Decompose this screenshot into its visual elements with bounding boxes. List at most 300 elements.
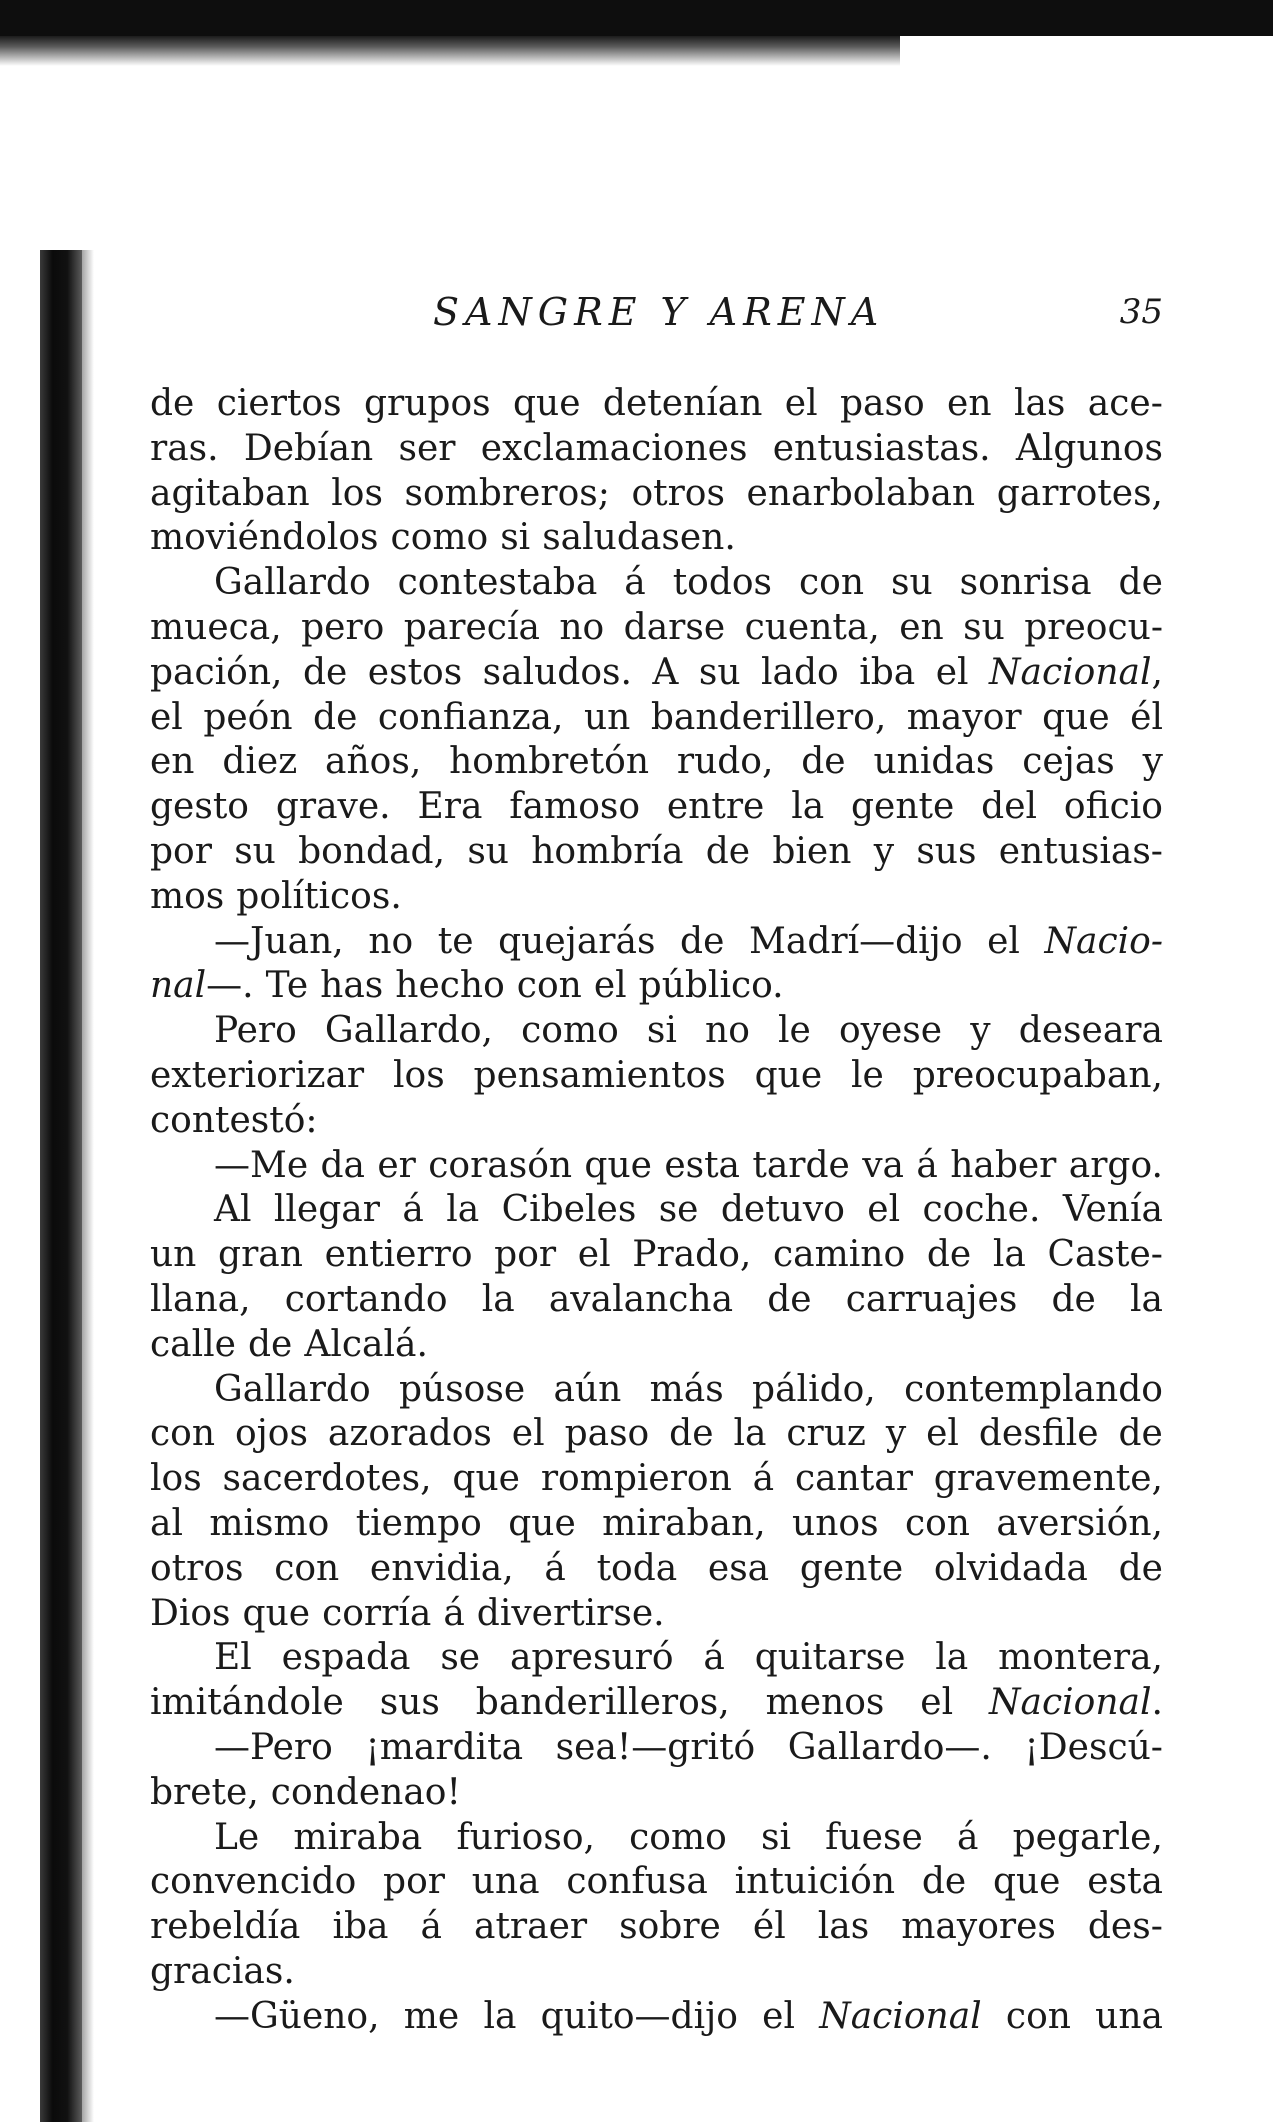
word: coche. (922, 1189, 1041, 1231)
word: la (791, 786, 825, 828)
word: como (521, 1010, 619, 1052)
word: —Me (214, 1144, 309, 1186)
word: pero (301, 606, 385, 648)
word: aversión, (996, 1502, 1163, 1544)
scan-top-border (0, 0, 1273, 36)
word: mos (150, 875, 225, 917)
word: paso (840, 383, 925, 424)
text-line (150, 1457, 1163, 1502)
word: de (669, 1413, 714, 1455)
word: oficio (1063, 786, 1163, 828)
word: se (658, 1189, 699, 1231)
word: atraer (474, 1906, 588, 1948)
word: Nacional, (989, 651, 1163, 693)
word: tiempo (355, 1502, 482, 1544)
word: va (862, 1144, 905, 1186)
word: estos (367, 651, 463, 693)
word: miraba (293, 1816, 423, 1858)
text-line (150, 472, 1163, 517)
text-line (150, 1368, 1163, 1413)
word: olvidada (933, 1547, 1088, 1589)
word: su (234, 830, 276, 872)
word: quitarse (754, 1637, 906, 1679)
text-line (150, 1905, 1163, 1950)
word: contemplando (904, 1368, 1163, 1410)
word: haber (950, 1144, 1057, 1186)
word: si (500, 517, 531, 559)
word: en (899, 606, 944, 648)
word: con (516, 965, 582, 1007)
word: A (652, 651, 679, 693)
word: menos (765, 1682, 885, 1724)
word: cuenta, (744, 606, 880, 648)
word: de (926, 1234, 972, 1276)
word: Cibeles (501, 1189, 637, 1231)
word: apresuró (509, 1637, 674, 1679)
word: que (508, 1502, 576, 1544)
text-line (150, 1592, 1163, 1637)
word: de (767, 1278, 812, 1320)
word: camino (773, 1234, 906, 1276)
word: que (512, 383, 581, 424)
text-line (150, 1278, 1163, 1323)
word: —Pero (214, 1726, 333, 1768)
word: preocu- (1024, 606, 1163, 648)
word: rompieron (540, 1458, 732, 1500)
word: por (494, 1234, 557, 1276)
word: paso (564, 1413, 650, 1455)
word: púsose (398, 1368, 526, 1410)
text-line (150, 1726, 1163, 1771)
word: Gallardo, (324, 1010, 494, 1052)
word: convencido (150, 1861, 357, 1903)
word: avalancha (548, 1278, 734, 1320)
word: carruajes (845, 1278, 1018, 1320)
word: á (420, 1906, 442, 1948)
word: por (150, 830, 212, 872)
text-line (150, 1323, 1163, 1368)
word: detenían (602, 383, 763, 424)
word: argo. (1068, 1144, 1163, 1186)
word: su (467, 830, 509, 872)
word: furioso, (456, 1816, 595, 1858)
word: si (646, 1010, 677, 1052)
word: contestó: (150, 1099, 318, 1141)
word: pegarle, (1012, 1816, 1163, 1858)
word: fuese (825, 1816, 923, 1858)
scan-top-shadow (0, 36, 900, 66)
word: Dios (150, 1592, 231, 1634)
word: quito—dijo (540, 1995, 738, 2037)
word: esta (1087, 1861, 1163, 1903)
word: garrotes, (996, 472, 1163, 514)
text-line (150, 1099, 1163, 1144)
word: er (377, 1144, 416, 1186)
word: á (916, 1144, 938, 1186)
word: á (443, 1592, 465, 1634)
page-number: 35 (1119, 292, 1163, 332)
word: como (390, 517, 489, 559)
word: nal—. (150, 965, 254, 1007)
word: esa (707, 1547, 770, 1589)
text-line (150, 1009, 1163, 1054)
word: un (150, 1234, 197, 1276)
word: con (798, 562, 865, 604)
word: la (446, 1189, 480, 1231)
word: del (981, 786, 1038, 828)
body-text (150, 382, 1163, 2039)
word: parecía (403, 606, 540, 648)
word: llana, (150, 1278, 251, 1320)
word: le (851, 1054, 884, 1096)
word: diez (222, 741, 298, 783)
word: ¡Descú- (1024, 1726, 1163, 1768)
word: deseara (1018, 1010, 1163, 1052)
word: se (440, 1637, 481, 1679)
word: en (150, 741, 195, 783)
word: tarde (752, 1144, 850, 1186)
word: no (559, 606, 605, 648)
word: y (873, 830, 895, 872)
word: el (577, 1234, 611, 1276)
word: otros (150, 1547, 244, 1589)
word: confusa (566, 1861, 708, 1903)
word: público. (638, 965, 784, 1007)
word: que (584, 1144, 652, 1186)
word: entusias- (998, 830, 1163, 872)
word: peón (203, 696, 293, 738)
text-line (150, 740, 1163, 785)
word: moviéndolos (150, 517, 379, 559)
word: á (703, 1637, 725, 1679)
word: banderilleros, (475, 1682, 730, 1724)
word: una (471, 1861, 540, 1903)
word: años, (325, 741, 422, 783)
word: el (926, 1413, 959, 1455)
word: banderillero, (650, 696, 887, 738)
text-line (150, 516, 1163, 561)
word: no (705, 1010, 750, 1052)
word: que (992, 1861, 1061, 1903)
word: de (680, 920, 725, 962)
word: oyese (838, 1010, 943, 1052)
word: con (274, 1547, 340, 1589)
word: —Juan, (214, 920, 344, 962)
word: ace- (1087, 383, 1163, 424)
word: Gallardo (214, 562, 371, 604)
word: como (629, 1816, 727, 1858)
word: rebeldía (150, 1906, 301, 1948)
word: de (1118, 1413, 1163, 1455)
word: grave. (275, 786, 391, 828)
text-line (150, 875, 1163, 920)
word: sombreros; (404, 472, 610, 514)
word: ¡mardita (365, 1726, 524, 1768)
word: entre (666, 786, 765, 828)
word: la (1129, 1278, 1163, 1320)
word: que (452, 1458, 520, 1500)
text-line (150, 606, 1163, 651)
word: sea!—gritó (555, 1726, 756, 1768)
word: iba (332, 1906, 389, 1948)
word: desfile (978, 1413, 1099, 1455)
text-line (150, 1188, 1163, 1233)
word: gente (799, 1547, 904, 1589)
text-line (150, 1054, 1163, 1099)
word: él (1130, 696, 1163, 738)
text-line (150, 830, 1163, 875)
word: con (1005, 1995, 1071, 2037)
word: el (511, 1413, 545, 1455)
word: Te (265, 965, 309, 1007)
word: y (1142, 741, 1163, 783)
word: gravemente, (933, 1458, 1163, 1500)
word: mueca, (150, 606, 282, 648)
word: Era (417, 786, 483, 828)
word: el (762, 1995, 795, 2037)
word: El (214, 1637, 252, 1679)
word: de (247, 1323, 293, 1365)
word: de (150, 383, 195, 424)
word: gesto (150, 786, 249, 828)
word: mayores (901, 1906, 1056, 1948)
running-title: SANGRE Y ARENA (433, 290, 885, 334)
word: que (1042, 696, 1110, 738)
word: que (242, 1592, 311, 1634)
word: la (483, 1995, 517, 2037)
text-line (150, 1412, 1163, 1457)
text-line (150, 785, 1163, 830)
word: una (1095, 1995, 1163, 2037)
word: iba (859, 651, 916, 693)
word: gran (218, 1234, 303, 1276)
word: los (393, 1054, 445, 1096)
word: grupos (363, 383, 491, 424)
text-line (150, 964, 1163, 1009)
text-line (150, 1233, 1163, 1278)
word: espada (281, 1637, 411, 1679)
word: Gallardo—. (787, 1726, 992, 1768)
word: saludos. (482, 651, 632, 693)
word: ser (398, 427, 456, 469)
word: Le (214, 1816, 260, 1858)
word: —Güeno, (214, 1995, 380, 2037)
word: has (320, 965, 384, 1007)
word: envidia, (369, 1547, 514, 1589)
word: Venía (1062, 1189, 1163, 1231)
word: enarbolaban (746, 472, 976, 514)
word: Alcalá. (304, 1323, 428, 1365)
word: el (593, 965, 627, 1007)
word: sus (916, 830, 977, 872)
word: detuvo (720, 1189, 845, 1231)
word: exteriorizar (150, 1054, 365, 1096)
word: pación, (150, 651, 283, 693)
word: saludasen. (542, 517, 736, 559)
word: cejas (1022, 741, 1115, 783)
running-head (150, 288, 1163, 336)
word: sobre (619, 1906, 721, 1948)
word: Caste- (1047, 1234, 1163, 1276)
word: ras. (150, 427, 219, 469)
word: el (150, 696, 183, 738)
word: todos (672, 562, 773, 604)
word: llegar (273, 1189, 380, 1231)
word: hombretón (449, 741, 650, 783)
word: y (970, 1010, 991, 1052)
word: calle (150, 1323, 236, 1365)
word: su (890, 562, 933, 604)
word: de (921, 1861, 967, 1903)
word: esta (664, 1144, 741, 1186)
word: el (935, 651, 969, 693)
scan-binding-shadow (82, 250, 94, 2122)
word: Madrí—dijo (749, 920, 963, 962)
word: las (817, 1906, 870, 1948)
word: ciertos (216, 383, 342, 424)
text-line (150, 1816, 1163, 1861)
word: á (544, 1547, 566, 1589)
word: á (402, 1189, 424, 1231)
text-line (150, 1950, 1163, 1995)
word: cantar (794, 1458, 913, 1500)
word: de (1118, 562, 1163, 604)
word: de (801, 741, 846, 783)
word: corasón (428, 1144, 573, 1186)
word: imitándole (150, 1682, 344, 1724)
word: contestaba (397, 562, 598, 604)
word: aún (553, 1368, 622, 1410)
word: en (947, 383, 992, 424)
word: unidas (873, 741, 995, 783)
text-line (150, 1547, 1163, 1592)
word: montera, (998, 1637, 1163, 1679)
word: de (1118, 1547, 1163, 1589)
word: Al (214, 1189, 252, 1231)
text-line (150, 920, 1163, 965)
word: pálido, (752, 1368, 876, 1410)
text-line (150, 696, 1163, 741)
word: más (649, 1368, 724, 1410)
word: de (313, 696, 358, 738)
word: su (698, 651, 741, 693)
text-line (150, 1771, 1163, 1816)
word: sonrisa (959, 562, 1092, 604)
word: brete, (150, 1771, 259, 1813)
word: si (760, 1816, 791, 1858)
word: los (331, 472, 383, 514)
word: á (956, 1816, 979, 1858)
word: confianza, (377, 696, 564, 738)
word: Algunos (1015, 427, 1163, 469)
word: lado (761, 651, 839, 693)
word: la (992, 1234, 1026, 1276)
word: gente (851, 786, 955, 828)
word: gracias. (150, 1950, 295, 1992)
word: Prado, (632, 1234, 752, 1276)
word: bien (772, 830, 852, 872)
word: un (583, 696, 631, 738)
text-line (150, 427, 1163, 472)
word: divertirse. (476, 1592, 665, 1634)
word: entierro (324, 1234, 473, 1276)
word: azorados (327, 1413, 492, 1455)
word: hombría (531, 830, 684, 872)
word: des- (1087, 1906, 1163, 1948)
word: el (987, 920, 1020, 962)
word: los (150, 1458, 202, 1500)
word: sus (379, 1682, 440, 1724)
word: me (403, 1995, 460, 2037)
word: exclamaciones (480, 427, 748, 469)
word: condenao! (270, 1771, 461, 1813)
word: Nacional. (989, 1682, 1163, 1724)
word: bondad, (298, 830, 446, 872)
word: rudo, (676, 741, 774, 783)
word: da (320, 1144, 366, 1186)
word: Nacional (819, 1995, 982, 2037)
word: su (963, 606, 1005, 648)
word: Pero (214, 1010, 297, 1052)
word: con (150, 1413, 216, 1455)
text-line (150, 1144, 1163, 1189)
word: la (935, 1637, 969, 1679)
word: cruz (786, 1413, 866, 1455)
word: Nacio- (1044, 920, 1163, 962)
word: por (383, 1861, 445, 1903)
word: mayor (906, 696, 1022, 738)
word: unos (792, 1502, 879, 1544)
text-line (150, 1636, 1163, 1681)
word: de (1051, 1278, 1096, 1320)
word: le (778, 1010, 811, 1052)
text-line (150, 1681, 1163, 1726)
word: mismo (209, 1502, 330, 1544)
word: hecho (395, 965, 505, 1007)
word: te (437, 920, 474, 962)
word: á (752, 1458, 775, 1500)
word: entusiastas. (772, 427, 991, 469)
word: él (752, 1906, 786, 1948)
word: cortando (284, 1278, 448, 1320)
word: preocupaban, (912, 1054, 1163, 1096)
scan-binding-edge (40, 250, 82, 2122)
text-line (150, 651, 1163, 696)
word: famoso (509, 786, 641, 828)
word: el (920, 1682, 954, 1724)
word: la (733, 1413, 767, 1455)
word: y (885, 1413, 907, 1455)
word: al (150, 1502, 183, 1544)
word: el (784, 383, 818, 424)
word: no (368, 920, 414, 962)
word: sacerdotes, (222, 1458, 432, 1500)
word: con (904, 1502, 970, 1544)
word: la (481, 1278, 515, 1320)
word: agitaban (150, 472, 310, 514)
word: Gallardo (214, 1368, 371, 1410)
word: las (1013, 383, 1066, 424)
word: otros (631, 472, 725, 514)
word: toda (596, 1547, 678, 1589)
text-line (150, 1995, 1163, 2040)
word: corría (322, 1592, 432, 1634)
text-line (150, 1502, 1163, 1547)
word: á (624, 562, 646, 604)
word: miraban, (602, 1502, 766, 1544)
word: de (302, 651, 348, 693)
word: de (705, 830, 751, 872)
